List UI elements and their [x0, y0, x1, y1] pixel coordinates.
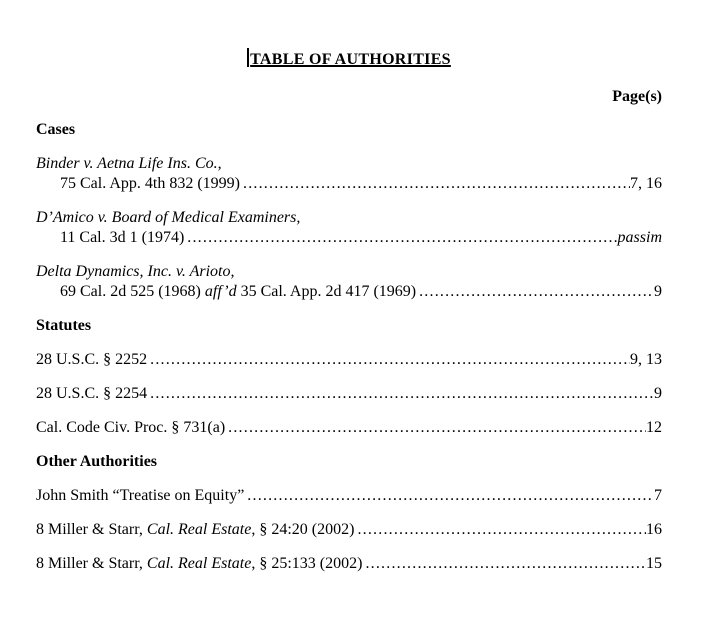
- section-heading-other-authorities: Other Authorities: [36, 453, 158, 470]
- entry-citation-row: [36, 384, 662, 404]
- entry-page-number: [630, 174, 662, 194]
- dot-leader: [228, 418, 646, 438]
- entry-citation-text: [60, 282, 416, 302]
- section-other-authorities: [36, 452, 662, 574]
- dot-leader: [357, 520, 646, 540]
- entry-citation-row: [36, 520, 662, 540]
- entry-citation-text: [60, 228, 184, 248]
- text-segment: 9, 13: [630, 351, 662, 368]
- section-heading-cases: Cases: [36, 121, 76, 138]
- text-segment: John Smith “Treatise on Equity”: [36, 487, 245, 504]
- dot-leader: [150, 350, 630, 370]
- entry-page-number: [646, 520, 662, 540]
- page-title: TABLE OF AUTHORITIES: [250, 51, 451, 68]
- text-segment: 7: [654, 487, 662, 504]
- toa-entry: [36, 486, 662, 506]
- toa-entry: [36, 418, 662, 438]
- dot-leader: [247, 486, 654, 506]
- toa-entry: [36, 154, 662, 194]
- text-segment: , § 25:133 (2002): [251, 555, 363, 572]
- entry-case-name: [36, 154, 662, 174]
- section-statutes: [36, 316, 662, 438]
- text-segment: 69 Cal. 2d 525 (1968): [60, 283, 205, 300]
- entry-citation-text: [36, 350, 147, 370]
- text-segment: 35 Cal. App. 2d 417 (1969): [236, 283, 417, 300]
- toa-entry: [36, 350, 662, 370]
- entry-case-name: [36, 208, 662, 228]
- text-segment: 9: [654, 385, 662, 402]
- entry-citation-text: [36, 418, 225, 438]
- text-segment: 75 Cal. App. 4th 832 (1999): [60, 175, 240, 192]
- dot-leader: [150, 384, 654, 404]
- text-segment: 28 U.S.C. § 2254: [36, 385, 148, 402]
- text-segment: Delta Dynamics, Inc. v. Arioto,: [36, 263, 235, 280]
- dot-leader: [187, 228, 617, 248]
- text-segment: 8 Miller & Starr,: [36, 555, 147, 572]
- text-segment: Cal. Code Civ. Proc. § 731(a): [36, 419, 226, 436]
- entry-citation-row: [36, 174, 662, 194]
- entry-page-number: [654, 384, 662, 404]
- pages-column-label: Page(s): [612, 88, 662, 105]
- entry-citation-text: [60, 174, 240, 194]
- text-segment: Binder v. Aetna Life Ins. Co.,: [36, 155, 222, 172]
- entry-citation-row: [36, 418, 662, 438]
- toa-entry: [36, 520, 662, 540]
- entry-page-number: [654, 486, 662, 506]
- entry-page-number: [630, 350, 662, 370]
- text-segment: 11 Cal. 3d 1 (1974): [60, 229, 185, 246]
- entry-citation-row: [36, 486, 662, 506]
- text-segment: 28 U.S.C. § 2252: [36, 351, 148, 368]
- entry-citation-row: [36, 282, 662, 302]
- text-segment: aff’d: [204, 283, 237, 300]
- text-segment: 8 Miller & Starr,: [36, 521, 147, 538]
- entry-citation-row: [36, 228, 662, 248]
- entry-page-number: [618, 228, 662, 248]
- title-line: [36, 48, 662, 70]
- entry-case-name: [36, 262, 662, 282]
- toa-entry: [36, 208, 662, 248]
- text-segment: Cal. Real Estate: [146, 555, 252, 572]
- entry-citation-text: [36, 520, 354, 540]
- text-segment: 9: [654, 283, 662, 300]
- sections-container: [36, 120, 662, 574]
- dot-leader: [365, 554, 646, 574]
- dot-leader: [243, 174, 630, 194]
- entry-citation-text: [36, 486, 244, 506]
- text-segment: , § 24:20 (2002): [251, 521, 355, 538]
- section-cases: [36, 120, 662, 302]
- entry-page-number: [646, 418, 662, 438]
- toa-entry: [36, 384, 662, 404]
- entry-citation-row: [36, 554, 662, 574]
- entry-page-number: [654, 282, 662, 302]
- toa-entry: [36, 554, 662, 574]
- entry-citation-row: [36, 350, 662, 370]
- entry-citation-text: [36, 554, 362, 574]
- toa-entry: [36, 262, 662, 302]
- text-cursor: [247, 48, 249, 67]
- text-segment: 12: [646, 419, 662, 436]
- dot-leader: [419, 282, 654, 302]
- text-segment: 15: [646, 555, 662, 572]
- entry-page-number: [646, 554, 662, 574]
- text-segment: 7, 16: [630, 175, 662, 192]
- text-segment: 16: [646, 521, 662, 538]
- text-segment: Cal. Real Estate: [146, 521, 252, 538]
- section-heading-statutes: Statutes: [36, 317, 92, 334]
- entry-citation-text: [36, 384, 147, 404]
- text-segment: passim: [617, 229, 662, 246]
- text-segment: D’Amico v. Board of Medical Examiners,: [36, 209, 301, 226]
